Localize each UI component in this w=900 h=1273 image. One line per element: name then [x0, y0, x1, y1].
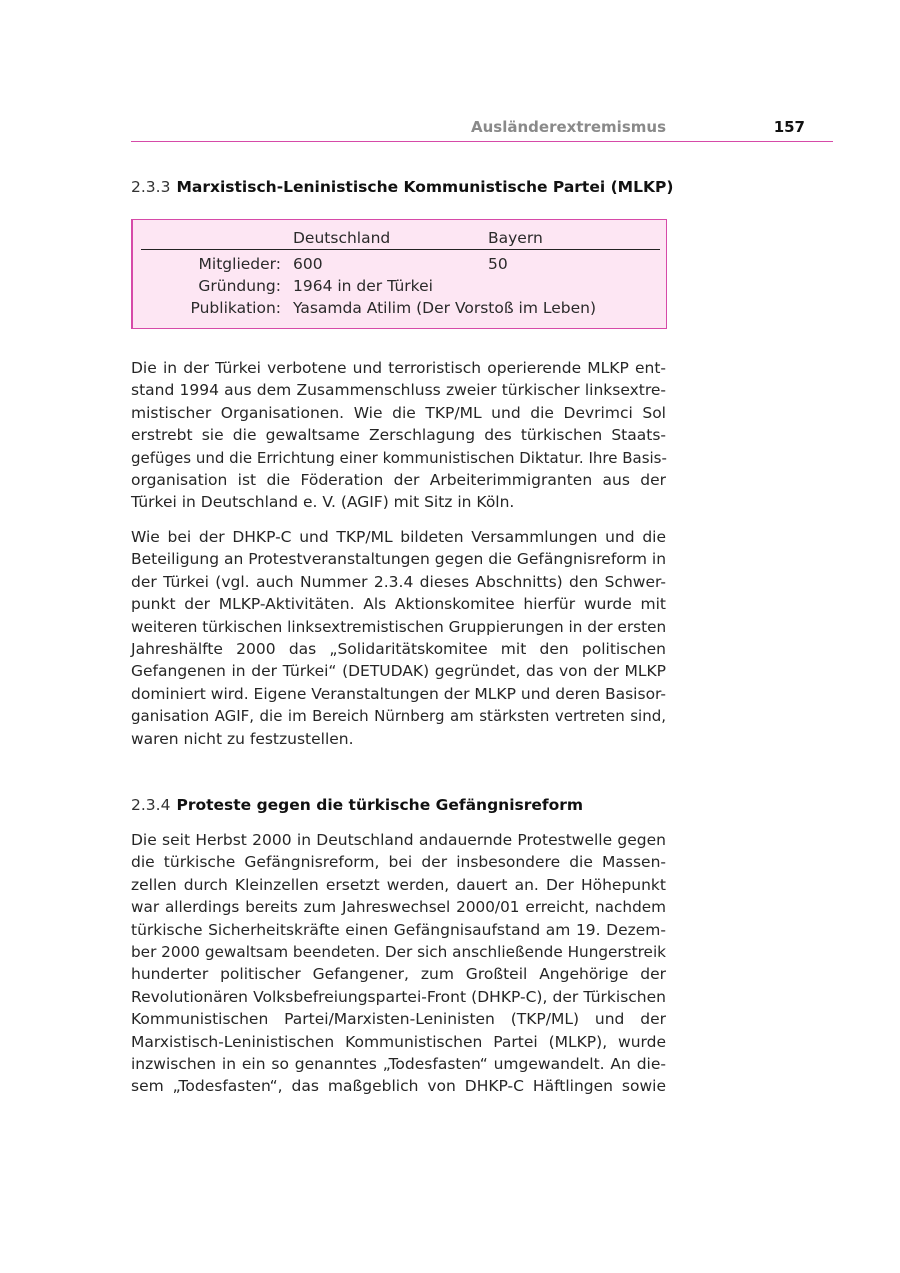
text-line: Marxistisch-Leninistischen Kommunistischen Partei (MLKP), wurde: [131, 1032, 666, 1051]
fact-box-label: Gründung:: [198, 277, 281, 295]
section-number: 2.3.4: [131, 796, 171, 814]
text-line: organisation ist die Föderation der Arbeiterimmigranten aus der: [131, 471, 666, 490]
running-header: [131, 117, 833, 142]
text-line: erstrebt sie die gewaltsame Zerschlagung des türkischen Staats-: [131, 426, 666, 445]
text-line: Beteiligung an Protestveranstaltungen gegen die Gefängnisreform in: [131, 550, 667, 569]
section-title: Proteste gegen die türkische Gefängnisreform: [176, 796, 584, 814]
section-title: Marxistisch-Leninistische Kommunistische Partei (MLKP): [176, 178, 674, 196]
text-line: gefüges und die Errichtung einer kommunistischen Diktatur. Ihre Basis-: [131, 448, 667, 467]
fact-box-value: 600: [293, 255, 323, 273]
text-line: weiteren türkischen linksextremistischen Gruppierungen in der ersten: [131, 617, 667, 636]
text-line: zellen durch Kleinzellen ersetzt werden, dauert an. Der Höhepunkt: [131, 875, 666, 894]
fact-box-label: Publikation:: [190, 299, 281, 317]
text-line: türkische Sicherheitskräfte einen Gefängnisaufstand am 19. Dezem-: [131, 920, 666, 939]
text-line: Die in der Türkei verbotene und terroristisch operierende MLKP ent-: [131, 359, 666, 377]
fact-box-value: 1964 in der Türkei: [293, 277, 433, 295]
text-line: der Türkei (vgl. auch Nummer 2.3.4 dieses Abschnitts) den Schwer-: [131, 572, 666, 591]
text-line: Kommunistischen Partei/Marxisten-Leninisten (TKP/ML) und der: [131, 1010, 666, 1029]
fact-box-col-bayern: Bayern: [488, 229, 543, 247]
fact-box-header-row: [141, 228, 660, 250]
text-line: mistischer Organisationen. Wie die TKP/ML und die Devrimci Sol: [131, 403, 666, 422]
fact-box-col-deutschland: Deutschland: [293, 229, 391, 247]
fact-box-value: Yasamda Atilim (Der Vorstoß im Leben): [293, 299, 596, 317]
text-line: Revolutionären Volksbefreiungspartei-Front (DHKP-C), der Türkischen: [131, 987, 666, 1006]
text-line: Türkei in Deutschland e. V. (AGIF) mit Sitz in Köln.: [131, 493, 515, 512]
paragraph-2: [131, 526, 666, 750]
paragraph-3: [131, 829, 666, 1098]
text-line: waren nicht zu festzustellen.: [131, 729, 354, 748]
section-number: 2.3.3: [131, 178, 171, 196]
fact-box: [131, 219, 667, 329]
text-line: war allerdings bereits zum Jahreswechsel 2000/01 erreicht, nachdem: [131, 898, 666, 917]
paragraph-1: [131, 357, 666, 514]
text-line: Die seit Herbst 2000 in Deutschland andauernde Protestwelle gegen: [131, 831, 666, 849]
section-heading-mlkp: [131, 177, 674, 197]
text-line: inzwischen in ein so genanntes „Todesfasten“ umgewandelt. An die-: [131, 1055, 666, 1074]
text-line: Jahreshälfte 2000 das „Solidaritätskomitee mit den politischen: [131, 640, 666, 659]
text-line: die türkische Gefängnisreform, bei der insbesondere die Massen-: [131, 853, 666, 872]
text-line: stand 1994 aus dem Zusammenschluss zweier türkischer linksextre-: [131, 381, 666, 400]
text-line: Gefangenen in der Türkei“ (DETUDAK) gegründet, das von der MLKP: [131, 662, 666, 681]
text-line: hunderter politischer Gefangener, zum Großteil Angehörige der: [131, 965, 666, 984]
text-line: ganisation AGIF, die im Bereich Nürnberg am stärksten vertreten sind,: [131, 707, 666, 726]
text-line: Wie bei der DHKP-C und TKP/ML bildeten Versammlungen und die: [131, 528, 666, 546]
running-header-title: Ausländerextremismus: [471, 118, 666, 136]
section-heading-protests: [131, 795, 671, 815]
fact-box-label: Mitglieder:: [198, 255, 281, 273]
page-number: 157: [773, 118, 805, 136]
fact-box-value-bayern: 50: [488, 255, 508, 273]
text-line: ber 2000 gewaltsam beendeten. Der sich anschließende Hungerstreik: [131, 943, 667, 962]
text-line: dominiert wird. Eigene Veranstaltungen der MLKP und deren Basisor-: [131, 684, 667, 703]
text-line: punkt der MLKP-Aktivitäten. Als Aktionskomitee hierfür wurde mit: [131, 595, 666, 614]
text-line: sem „Todesfasten“, das maßgeblich von DHKP-C Häftlingen sowie: [131, 1077, 666, 1096]
